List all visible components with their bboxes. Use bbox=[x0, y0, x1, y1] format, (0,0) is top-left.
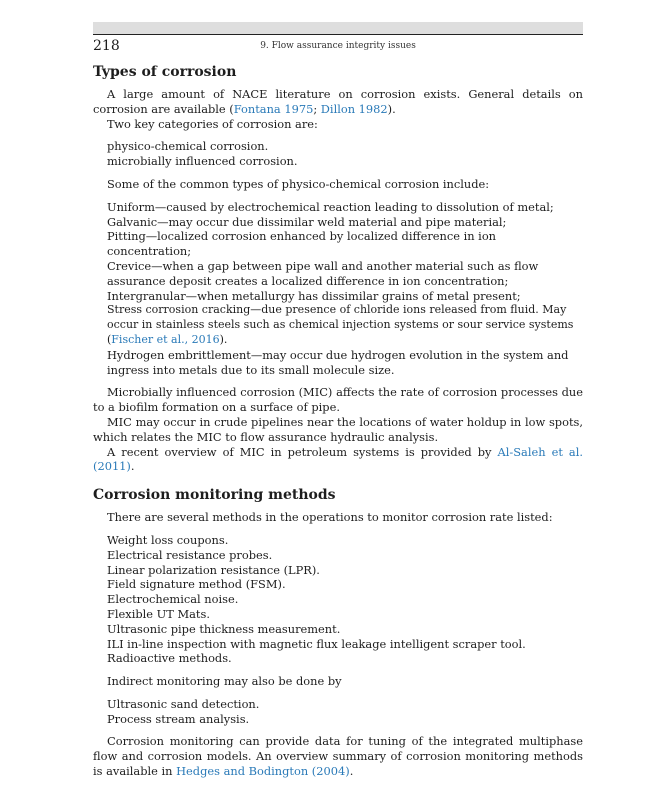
page-number: 218 bbox=[93, 38, 120, 54]
list-item: Field signature method (FSM). bbox=[107, 577, 286, 592]
indirect-intro: Indirect monitoring may also be done by bbox=[107, 674, 342, 689]
list-item: Uniform—caused by electrochemical reaction leading to dissolution of metal; bbox=[107, 199, 554, 214]
section-title-types: Types of corrosion bbox=[93, 64, 237, 80]
list-item: Hydrogen embrittlement—may occur due hydrogen evolution in the system and ingress into metals due to its small molecule size. bbox=[107, 347, 569, 377]
corrosion-types-list bbox=[93, 200, 583, 378]
section-title-monitoring: Corrosion monitoring methods bbox=[93, 487, 336, 504]
list-item: Stress corrosion cracking—due presence of chloride ions released from fluid. May occur in stainless steels such as chemical injection systems or sour service systems (Fischer et al., 2016). bbox=[107, 303, 574, 346]
running-head: 9. Flow assurance integrity issues bbox=[260, 41, 416, 51]
monitoring-methods-list bbox=[93, 533, 583, 666]
common-types-intro: Some of the common types of physico-chemical corrosion include: bbox=[107, 176, 490, 191]
intro-paragraph: A large amount of NACE literature on corrosion exists. General details on corrosion are available (Fontana 1975; Dillon 1982). bbox=[93, 87, 583, 116]
list-item: Flexible UT Mats. bbox=[107, 606, 210, 621]
ref-fontana-link[interactable]: Fontana 1975 bbox=[233, 101, 314, 116]
header-bar bbox=[93, 22, 583, 34]
list-item: ILI in-line inspection with magnetic flux leakage intelligent scraper tool. bbox=[107, 636, 526, 651]
list-item: Ultrasonic pipe thickness measurement. bbox=[107, 621, 341, 636]
list-item: Electrical resistance probes. bbox=[107, 547, 273, 562]
list-item: Pitting—localized corrosion enhanced by localized difference in ion concentration; bbox=[107, 229, 497, 259]
header-rule bbox=[93, 34, 583, 35]
ref-dillon-link[interactable]: Dillon 1982 bbox=[320, 101, 388, 116]
list-item: Electrochemical noise. bbox=[107, 592, 239, 607]
mic-paragraph: A recent overview of MIC in petroleum systems is provided by Al-Saleh et al. (2011). bbox=[93, 444, 583, 474]
list-item: Linear polarization resistance (LPR). bbox=[107, 562, 320, 577]
final-paragraph: Corrosion monitoring can provide data for tuning of the integrated multiphase flow and corrosion models. An overview summary of corrosion monitoring methods is available in Hedges and Bodington (2004). bbox=[93, 734, 583, 779]
list-item: microbially influenced corrosion. bbox=[107, 154, 298, 169]
list-item: Process stream analysis. bbox=[107, 711, 250, 726]
list-item: Ultrasonic sand detection. bbox=[107, 696, 260, 711]
list-item: Galvanic—may occur due dissimilar weld material and pipe material; bbox=[107, 214, 507, 229]
monitoring-intro: There are several methods in the operations to monitor corrosion rate listed: bbox=[107, 510, 553, 525]
ref-fischer-link[interactable]: Fischer et al., 2016 bbox=[111, 332, 220, 346]
list-item: physico-chemical corrosion. bbox=[107, 139, 269, 154]
list-item: Weight loss coupons. bbox=[107, 532, 229, 547]
list-item: Crevice—when a gap between pipe wall and another material such as flow assurance deposit creates a localized difference in ion concentration; bbox=[107, 258, 539, 288]
ref-alsaleh-link[interactable]: Al-Saleh et al. (2011) bbox=[93, 444, 583, 474]
mic-paragraph: Microbially influenced corrosion (MIC) affects the rate of corrosion processes due to a biofilm formation on a surface of pipe. bbox=[93, 385, 583, 415]
list-item: Radioactive methods. bbox=[107, 651, 232, 666]
list-item: Intergranular—when metallurgy has dissimilar grains of metal present; bbox=[107, 288, 521, 303]
ref-hedges-link[interactable]: Hedges and Bodington (2004) bbox=[176, 764, 350, 779]
page-body bbox=[93, 63, 583, 779]
mic-paragraph: MIC may occur in crude pipelines near the locations of water holdup in low spots, which relates the MIC to flow assurance hydraulic analysis. bbox=[93, 414, 583, 444]
two-key-text: Two key categories of corrosion are: bbox=[107, 116, 318, 131]
